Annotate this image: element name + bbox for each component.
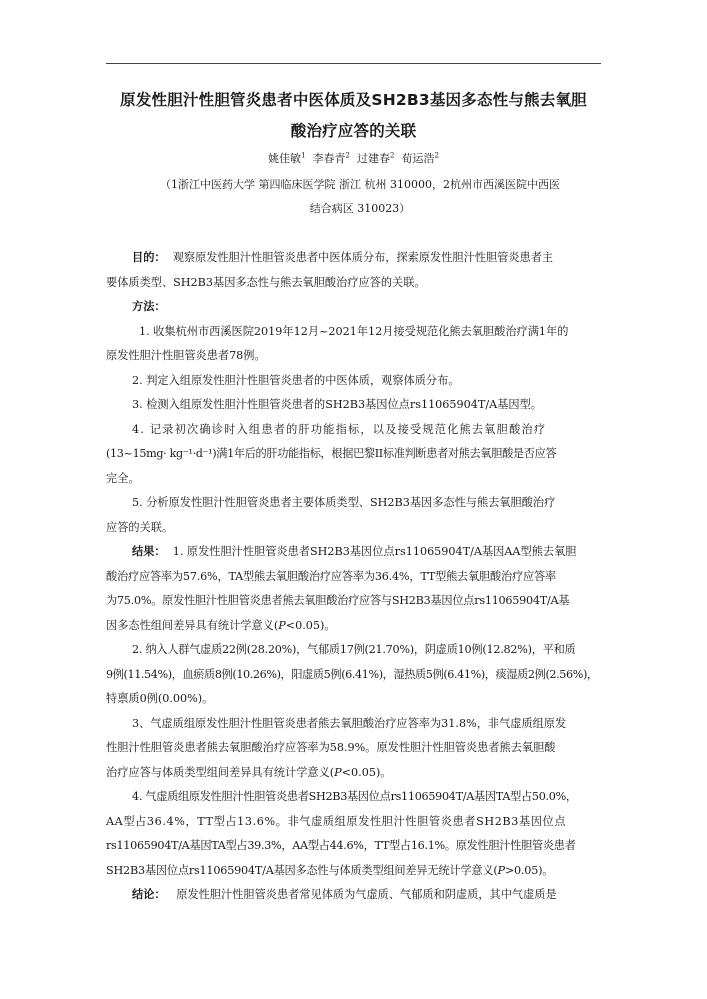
objective-paragraph — [106, 246, 602, 271]
paper-title-line-1: 原发性胆汁性胆管炎患者中医体质及SH2B3基因多态性与熊去氧胆 — [120, 91, 587, 109]
result-item-3-cont: 性胆汁性胆管炎患者熊去氧胆酸治疗应答率为58.9%。原发性胆汁性胆管炎患者熊去氧胆酸 — [106, 741, 556, 754]
author-affil-mark: 2 — [390, 151, 395, 160]
result-text: <0.05)。 — [341, 765, 392, 779]
result-item-2: 2. 纳入人群气虚质22例(28.20%)，气郁质17例(21.70%)，阴虚质10例(12.82%)，平和质 — [132, 643, 576, 656]
result-item-1-cont: 酸治疗应答率为57.6%，TA型熊去氧胆酸治疗应答率为36.4%，TT型熊去氧胆酸治疗应答率 — [106, 569, 556, 583]
results-label: 结果： — [132, 545, 166, 558]
author-name: 过建春 — [357, 152, 390, 165]
result-text: SH2B3基因位点rs11065904T/A基因多态性与体质类型组间差异无统计学意义( — [106, 863, 498, 877]
method-item-4-cont: (13~15mg· kg⁻¹·d⁻¹)满1年后的肝功能指标，根据巴黎II标准判断患者对熊去氧胆酸是否应答 — [106, 447, 557, 460]
conclusion-label: 结论： — [132, 888, 166, 901]
p-value-symbol: P — [497, 863, 505, 877]
objective-text: 观察原发性胆汁性胆管炎患者中医体质分布，探索原发性胆汁性胆管炎患者主 — [172, 251, 554, 264]
affiliation-line-1: （1浙江中医药大学 第四临床医学院 浙江 杭州 310000，2杭州市西溪医院中西医 — [160, 178, 560, 191]
result-text: 因多态性组间差异具有统计学意义( — [106, 618, 279, 632]
author-list — [106, 150, 601, 166]
author-name: 李春青 — [312, 152, 346, 165]
results-paragraph — [106, 540, 602, 565]
method-item-4-cont: 完全。 — [106, 471, 140, 485]
methods-label: 方法： — [132, 300, 166, 313]
objective-text-cont: 要体质类型、SH2B3基因多态性与熊去氧胆酸治疗应答的关联。 — [106, 275, 426, 289]
result-item-1: 1. 原发性胆汁性胆管炎患者SH2B3基因位点rs11065904T/A基因AA型熊去氧胆 — [172, 545, 577, 558]
author-name: 姚佳敏 — [268, 152, 302, 165]
author-affil-mark: 1 — [301, 151, 306, 160]
result-item-1-cont: 为75.0%。原发性胆汁性胆管炎患者熊去氧胆酸治疗应答与SH2B3基因位点rs11065904T/A基 — [106, 594, 570, 607]
result-item-4-cont: rs11065904T/A基因TA型占39.3%，AA型占44.6%，TT型占16.1%。原发性胆汁性胆管炎患者 — [106, 839, 576, 852]
p-value-symbol: P — [278, 618, 286, 632]
result-item-2-cont: 9例(11.54%)，血瘀质8例(10.26%)，阳虚质5例(6.41%)，湿热质5例(6.41%)，痰湿质2例(2.56%)， — [106, 667, 598, 681]
result-item-3-cont — [106, 761, 602, 786]
header-rule — [106, 63, 601, 64]
conclusion-text: 原发性胆汁性胆管炎患者常见体质为气虚质、气郁质和阴虚质，其中气虚质是 — [176, 888, 557, 901]
result-text: <0.05)。 — [285, 618, 336, 632]
paper-title-line-2: 酸治疗应答的关联 — [290, 122, 417, 140]
result-item-4-cont — [106, 859, 602, 884]
p-value-symbol: P — [334, 765, 342, 779]
result-item-4-cont: AA型占36.4%，TT型占13.6%。非气虚质组原发性胆汁性胆管炎患者SH2B3基因位点 — [106, 814, 567, 828]
method-item-3: 3. 检测入组原发性胆汁性胆管炎患者的SH2B3基因位点rs11065904T/A基因型。 — [132, 398, 542, 411]
method-item-1-cont: 原发性胆汁性胆管炎患者78例。 — [106, 349, 266, 362]
affiliation-line-2: 结合病区 310023） — [309, 202, 411, 215]
method-item-4: 4. 记录初次确诊时入组患者的肝功能指标，以及接受规范化熊去氧胆酸治疗 — [132, 422, 547, 436]
method-item-5-cont: 应答的关联。 — [106, 520, 174, 534]
result-item-3: 3、气虚质组原发性胆汁性胆管炎患者熊去氧胆酸治疗应答率为31.8%，非气虚质组原发 — [132, 716, 567, 730]
result-text: 治疗应答与体质类型组间差异具有统计学意义( — [106, 765, 335, 779]
author-name: 荀运浩 — [401, 152, 435, 165]
method-item-5: 5. 分析原发性胆汁性胆管炎患者主要体质类型、SH2B3基因多态性与熊去氧胆酸治疗 — [132, 496, 556, 509]
methods-heading — [106, 295, 602, 320]
conclusion-paragraph — [106, 883, 602, 908]
result-text: >0.05)。 — [504, 863, 554, 877]
result-item-2-cont: 特禀质0例(0.00%)。 — [106, 692, 214, 705]
abstract-body — [106, 246, 602, 908]
method-item-2: 2. 判定入组原发性胆汁性胆管炎患者的中医体质，观察体质分布。 — [132, 373, 460, 387]
method-item-1: 1. 收集杭州市西溪医院2019年12月~2021年12月接受规范化熊去氧胆酸治疗满1年的 — [139, 324, 569, 338]
result-item-1-cont — [106, 614, 602, 639]
objective-label: 目的： — [132, 251, 166, 264]
result-item-4: 4. 气虚质组原发性胆汁性胆管炎患者SH2B3基因位点rs11065904T/A基因TA型占50.0%， — [132, 790, 577, 803]
author-affil-mark: 2 — [434, 151, 439, 160]
author-affil-mark: 2 — [345, 151, 350, 160]
